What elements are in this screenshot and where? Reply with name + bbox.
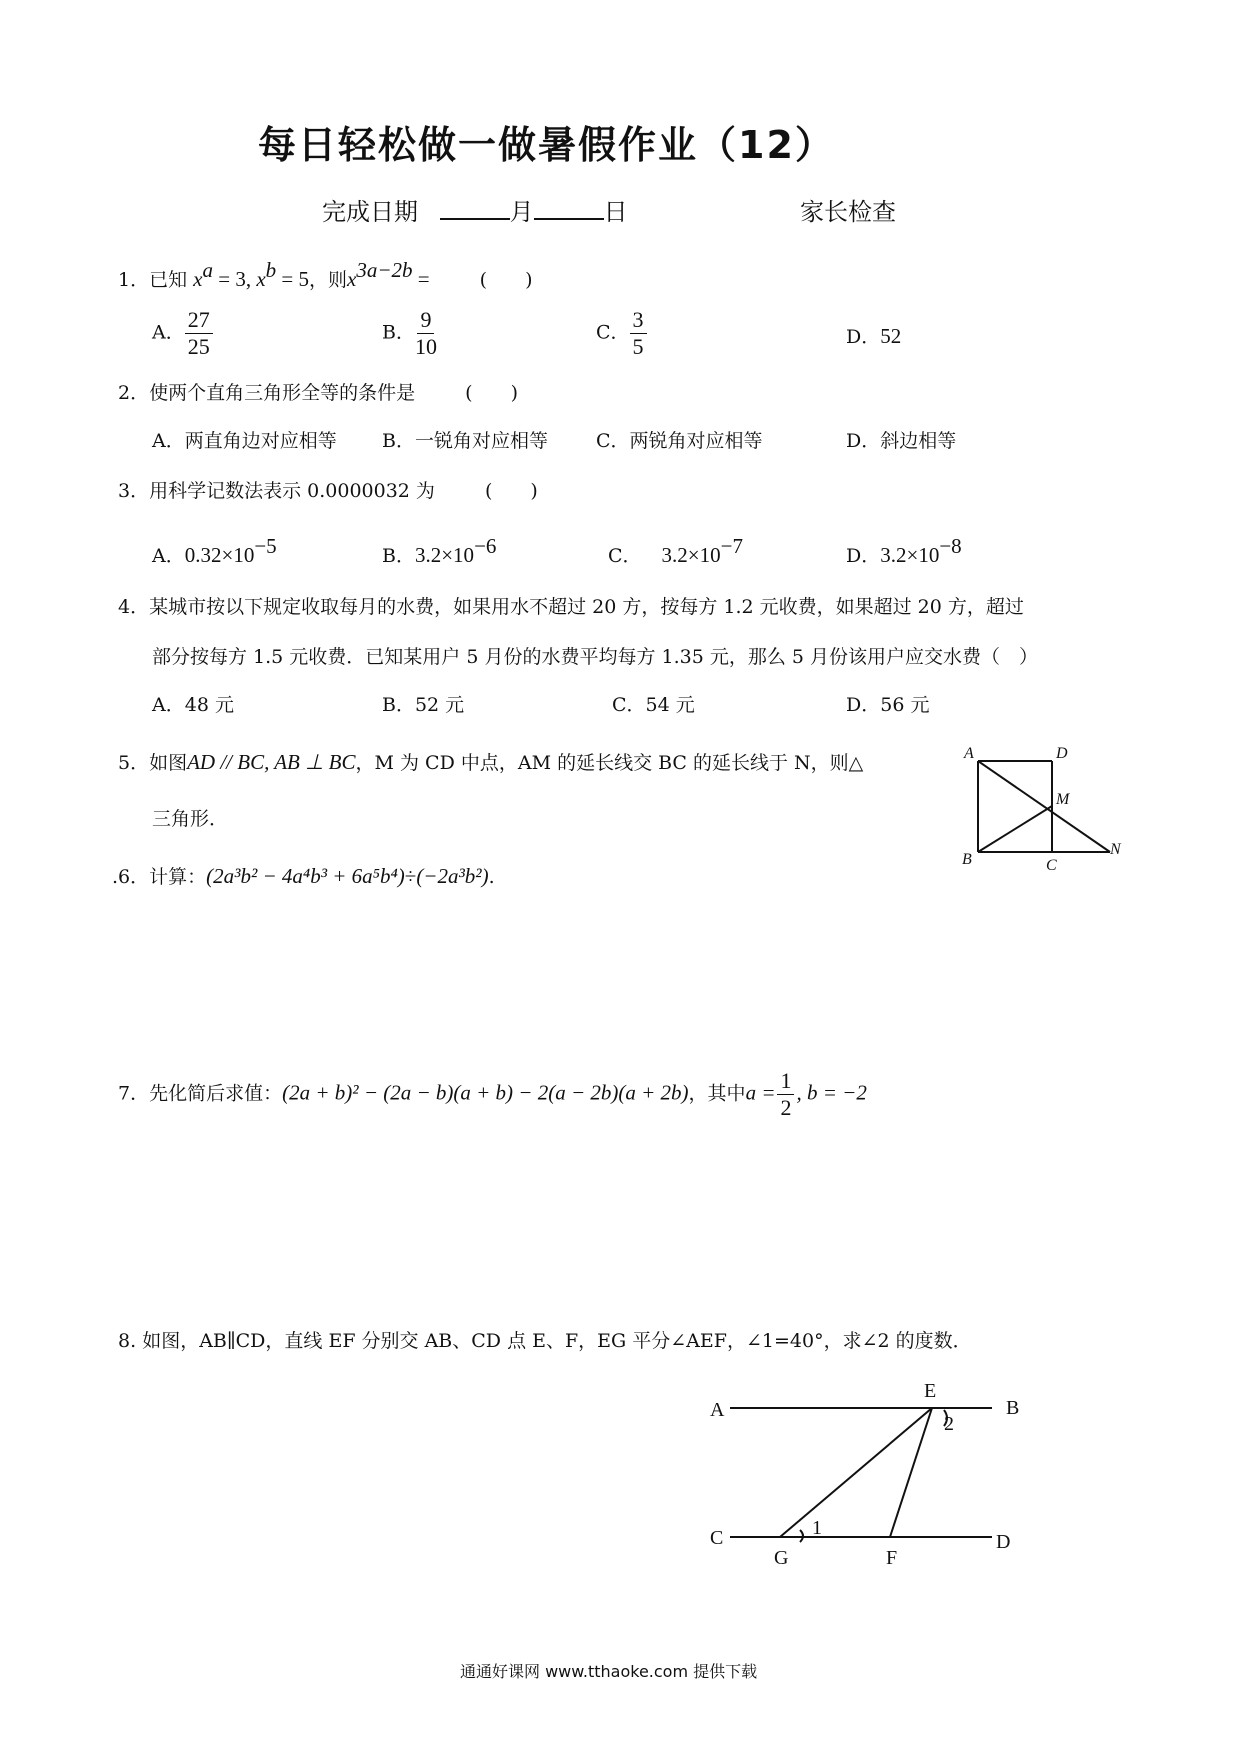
- segment-eg: [780, 1408, 932, 1537]
- math-var: x: [193, 267, 203, 291]
- question-number: 3．: [118, 480, 150, 502]
- numerator: 27: [185, 307, 213, 334]
- math-exp: b: [265, 258, 277, 282]
- option-text: 斜边相等: [880, 430, 957, 452]
- math-var: x: [256, 267, 266, 291]
- label-e: E: [924, 1380, 937, 1402]
- question-text: ，M 为 CD 中点，AM 的延长线交 BC 的延长线于 N，则△: [355, 752, 864, 774]
- label-c: C: [710, 1527, 724, 1549]
- question-number: 1．: [118, 269, 150, 291]
- option-label: A．: [152, 321, 185, 344]
- page-title: 每日轻松做一做暑假作业（12）: [258, 123, 835, 167]
- option-label: B．: [382, 321, 415, 344]
- day-blank[interactable]: [534, 196, 604, 220]
- question-text: 先化简后求值：: [149, 1082, 283, 1105]
- angle-1-label: 1: [812, 1517, 822, 1539]
- q1-option-d[interactable]: [846, 322, 901, 349]
- option-label: B．: [382, 694, 415, 716]
- q2-option-d[interactable]: [846, 426, 956, 453]
- question-text: 如图，AB∥CD，直线 EF 分别交 AB、CD 点 E、F，EG 平分∠AEF，∠1=40°，求∠2 的度数．: [142, 1330, 972, 1352]
- answer-bracket[interactable]: ( ): [484, 480, 538, 502]
- month-blank[interactable]: [440, 196, 510, 220]
- label-n: N: [1110, 841, 1121, 858]
- option-label: B．: [382, 545, 415, 567]
- completion-date-row: [322, 192, 628, 227]
- q2-option-a[interactable]: [152, 426, 337, 453]
- question-text: 计算：: [149, 866, 207, 888]
- question-text: 如图: [149, 752, 188, 774]
- page-footer: 通通好课网 www.tthaoke.com 提供下载: [460, 1662, 758, 1681]
- punctuation: .: [488, 866, 495, 888]
- question-number: .6．: [112, 866, 150, 888]
- math-exp: −6: [474, 534, 497, 558]
- parent-check-label: 家长检查: [800, 198, 896, 226]
- option-text: 48 元: [184, 694, 234, 716]
- fraction: [777, 1068, 794, 1121]
- question-text: 用科学记数法表示 0.0000032 为: [149, 480, 435, 502]
- option-label: D．: [846, 430, 881, 452]
- option-label: D．: [846, 694, 881, 716]
- label-f: F: [886, 1547, 898, 1569]
- label-d: D: [1056, 745, 1068, 762]
- option-label: C．: [608, 545, 642, 567]
- label-b: B: [962, 851, 972, 868]
- option-value: 3.2×10: [414, 543, 475, 567]
- question-number: 5．: [118, 752, 150, 774]
- label-m: M: [1056, 791, 1070, 808]
- label-b: B: [1006, 1397, 1020, 1419]
- q3-option-c[interactable]: [608, 534, 743, 568]
- question-5: [118, 748, 863, 775]
- day-label: 日: [603, 198, 628, 226]
- math-var: x: [347, 267, 357, 291]
- denominator: 10: [414, 334, 437, 359]
- label-c: C: [1046, 857, 1057, 874]
- question-text: ，其中: [688, 1082, 746, 1105]
- option-label: A．: [152, 694, 185, 716]
- label-g: G: [774, 1547, 789, 1569]
- math-eq: =: [412, 267, 430, 291]
- q4-option-b[interactable]: [382, 690, 464, 717]
- option-label: D．: [846, 326, 881, 348]
- math-exp: −8: [939, 534, 962, 558]
- option-label: A．: [152, 545, 185, 567]
- question-text: 已知: [149, 269, 188, 291]
- answer-bracket[interactable]: ( ): [465, 382, 518, 404]
- math-expression: a =: [745, 1080, 776, 1105]
- option-text: 56 元: [880, 694, 930, 716]
- question-6: [112, 862, 495, 889]
- math-exp: a: [202, 258, 213, 282]
- q4-option-a[interactable]: [152, 690, 234, 717]
- segment-bm: [978, 806, 1052, 852]
- option-value: 3.2×10: [880, 543, 940, 567]
- question-text: 某城市按以下规定收取每月的水费，如果用水不超过 20 方，按每方 1.2 元收费，如果超过 20 方，超过: [149, 596, 1024, 618]
- question-4-line-2: 部分按每方 1.5 元收费．已知某用户 5 月份的水费平均每方 1.35 元，那么 5 月份该用户应交水费（ ）: [152, 646, 1039, 668]
- denominator: 5: [632, 334, 644, 359]
- denominator: 25: [187, 334, 210, 359]
- option-value: 52: [880, 324, 902, 348]
- fraction: [185, 307, 213, 360]
- question-text: 使两个直角三角形全等的条件是: [149, 382, 416, 404]
- question-text: ，则: [309, 269, 348, 291]
- math-expression: AD // BC, AB ⊥ BC: [187, 750, 356, 774]
- fraction: [630, 307, 647, 360]
- numerator: 1: [777, 1068, 794, 1095]
- segment-an: [978, 761, 1110, 852]
- option-label: C．: [596, 321, 630, 344]
- option-value: 0.32×10: [184, 543, 255, 567]
- option-text: 两直角边对应相等: [184, 430, 337, 452]
- q2-option-c[interactable]: [596, 426, 763, 453]
- segment-ef: [890, 1408, 932, 1537]
- q1-option-a[interactable]: [152, 307, 213, 360]
- option-label: D．: [846, 545, 881, 567]
- question-7: [118, 1068, 867, 1121]
- question-4-line-1: [118, 592, 1024, 619]
- q3-option-d[interactable]: [846, 534, 962, 568]
- label-d: D: [996, 1531, 1011, 1553]
- question-number: 4．: [118, 596, 150, 618]
- option-text: 54 元: [645, 694, 695, 716]
- math-expression: (2a³b² − 4a⁴b³ + 6a⁵b⁴): [206, 864, 405, 888]
- numerator: 3: [630, 307, 647, 334]
- q1-option-c[interactable]: [596, 307, 647, 360]
- option-text: 两锐角对应相等: [629, 430, 763, 452]
- question-1: [118, 258, 532, 292]
- question-number: 7．: [118, 1082, 150, 1105]
- math-eq: = 5: [276, 267, 309, 291]
- option-text: 一锐角对应相等: [414, 430, 548, 452]
- q5-figure: [960, 740, 1130, 880]
- month-label: 月: [509, 198, 534, 226]
- option-label: B．: [382, 430, 415, 452]
- math-exp: 3a−2b: [356, 258, 413, 282]
- option-text: 52 元: [414, 694, 465, 716]
- denominator: 2: [780, 1095, 792, 1120]
- option-label: C．: [596, 430, 630, 452]
- question-8: [118, 1326, 972, 1353]
- q4-option-d[interactable]: [846, 690, 929, 717]
- q4-option-c[interactable]: [612, 690, 695, 717]
- math-exp: −5: [254, 534, 277, 558]
- math-expression: (2a + b)² − (2a − b)(a + b) − 2(a − 2b)(a + 2b): [282, 1080, 689, 1105]
- q8-figure: [700, 1370, 1040, 1570]
- question-3: [118, 476, 538, 503]
- question-number: 8.: [118, 1330, 137, 1352]
- option-label: A．: [152, 430, 185, 452]
- q3-option-b[interactable]: [382, 534, 496, 568]
- question-5-line-2: 三角形．: [152, 808, 229, 830]
- math-eq: = 3,: [212, 267, 257, 291]
- date-label: 完成日期: [322, 198, 418, 226]
- math-expression: (−2a³b²): [416, 864, 489, 888]
- question-2: [118, 378, 518, 405]
- option-value: 3.2×10: [661, 543, 721, 567]
- math-exp: −7: [720, 534, 743, 558]
- numerator: 9: [417, 307, 434, 334]
- q1-option-b[interactable]: [382, 307, 437, 360]
- math-operator: ÷: [404, 864, 417, 888]
- label-a: A: [710, 1399, 725, 1421]
- math-expression: , b = −2: [796, 1080, 867, 1105]
- q3-option-a[interactable]: [152, 534, 277, 568]
- fraction: [415, 307, 437, 360]
- question-number: 2．: [118, 382, 150, 404]
- angle-2-label: 2: [944, 1413, 954, 1435]
- label-a: A: [964, 745, 974, 762]
- option-label: C．: [612, 694, 646, 716]
- answer-bracket[interactable]: ( ): [479, 269, 533, 291]
- q2-option-b[interactable]: [382, 426, 548, 453]
